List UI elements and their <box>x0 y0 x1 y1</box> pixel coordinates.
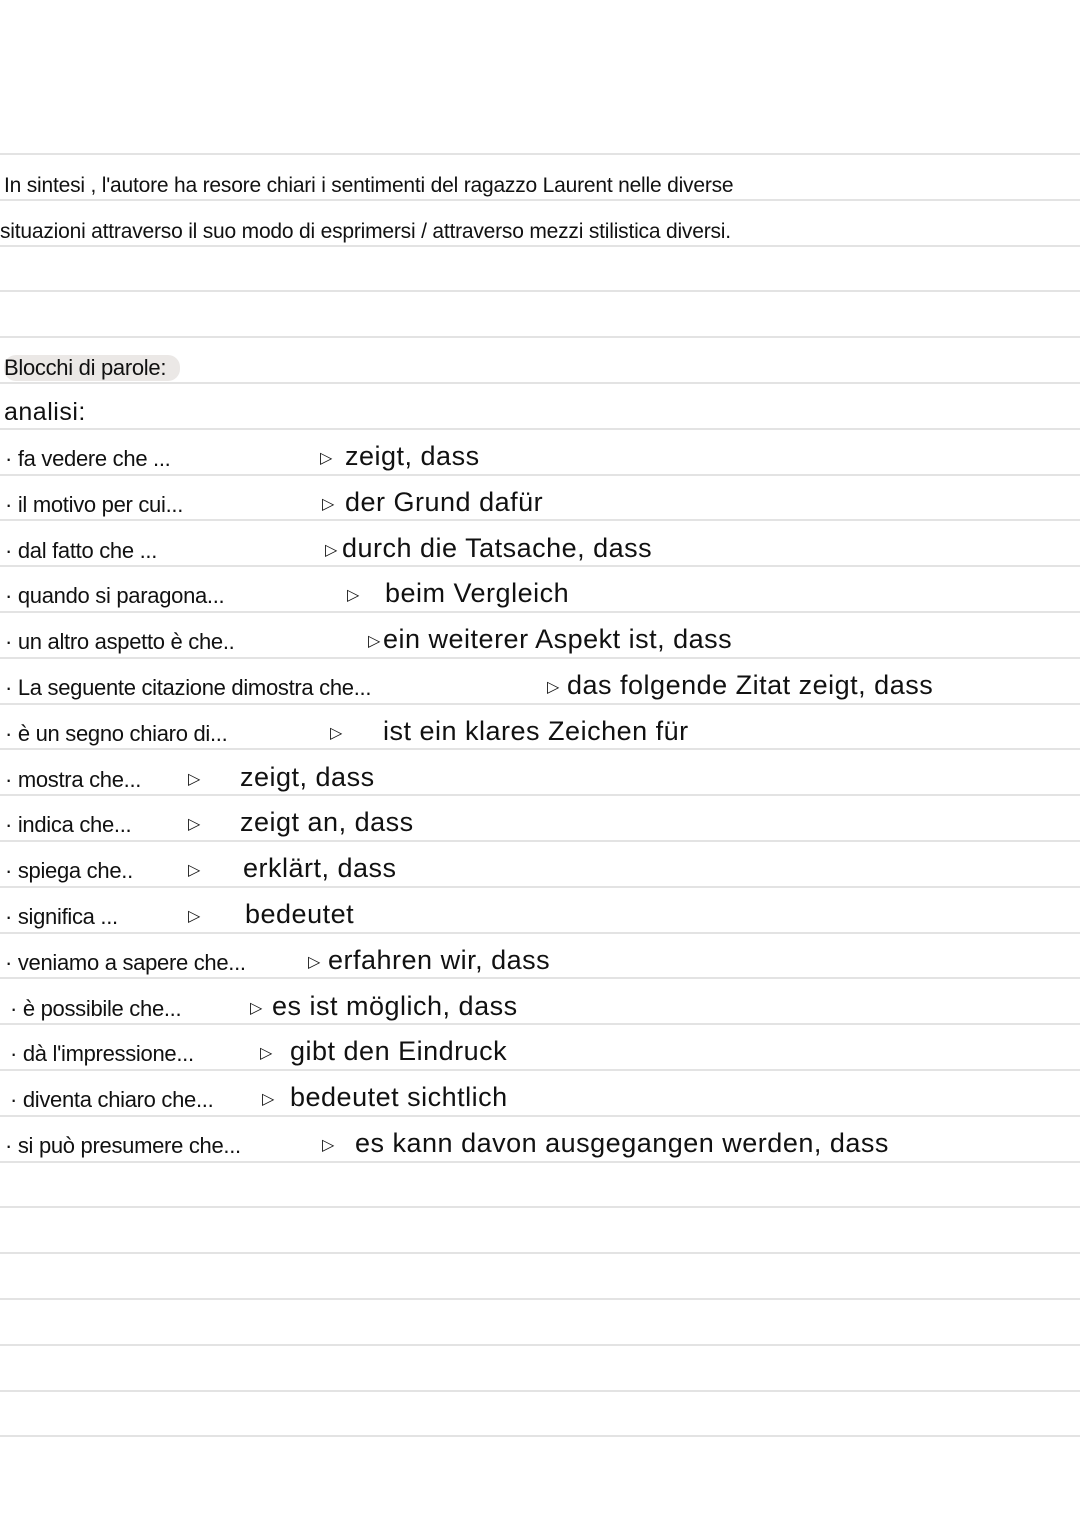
german-translation: erklärt, dass <box>243 853 397 884</box>
section-heading: Blocchi di parole: <box>4 355 180 381</box>
german-translation: zeigt, dass <box>345 441 480 471</box>
phrase-row <box>0 482 1080 522</box>
arrow-right-icon: ▷ <box>347 587 360 605</box>
arrow-right-icon: ▷ <box>320 450 333 467</box>
arrow-right-icon: ▷ <box>322 495 335 513</box>
ruled-line <box>0 290 1080 292</box>
italian-phrase: · mostra che... <box>5 766 142 792</box>
subsection-heading-row <box>0 391 1080 431</box>
phrase-row <box>0 894 1080 934</box>
italian-phrase: · è un segno chiaro di... <box>5 720 228 746</box>
section-heading-row <box>0 345 1080 385</box>
arrow-right-icon: ▷ <box>188 816 201 834</box>
phrase-row <box>0 1031 1080 1071</box>
german-translation: beim Vergleich <box>385 578 570 609</box>
phrase-row <box>0 848 1080 888</box>
phrase-row <box>0 986 1080 1026</box>
arrow-right-icon: ▷ <box>547 679 560 696</box>
german-translation: das folgende Zitat zeigt, dass <box>567 670 934 700</box>
arrow-right-icon: ▷ <box>188 862 201 880</box>
ruled-line <box>0 1252 1080 1254</box>
german-translation: es kann davon ausgegangen werden, dass <box>355 1128 889 1158</box>
arrow-right-icon: ▷ <box>330 724 343 742</box>
ruled-line <box>0 153 1080 155</box>
ruled-line <box>0 1298 1080 1300</box>
ruled-line <box>0 336 1080 338</box>
summary-text-1: In sintesi , l'autore ha resore chiari i sentimenti del ragazzo Laurent nelle diverse <box>4 174 734 197</box>
german-translation: es ist möglich, dass <box>272 990 518 1021</box>
italian-phrase: · La seguente citazione dimostra che... <box>5 675 372 700</box>
arrow-right-icon: ▷ <box>262 1091 275 1109</box>
italian-phrase: · quando si paragona... <box>5 583 225 609</box>
german-translation: der Grund dafür <box>345 486 544 517</box>
italian-phrase: · un altro aspetto è che.. <box>5 629 235 655</box>
phrase-row <box>0 1123 1080 1163</box>
german-translation: ist ein klares Zeichen für <box>383 715 689 746</box>
german-translation: bedeutet <box>245 899 355 929</box>
german-translation: erfahren wir, dass <box>328 944 551 975</box>
german-translation: gibt den Eindruck <box>290 1036 508 1067</box>
phrase-row <box>0 436 1080 476</box>
arrow-right-icon: ▷ <box>188 770 201 788</box>
arrow-right-icon: ▷ <box>308 953 321 971</box>
ruled-line <box>0 1435 1080 1437</box>
phrase-row <box>0 619 1080 659</box>
italian-phrase: · significa ... <box>5 904 118 929</box>
phrase-row <box>0 528 1080 568</box>
phrase-row <box>0 1077 1080 1117</box>
italian-phrase: · il motivo per cui... <box>5 491 184 517</box>
phrase-row <box>0 665 1080 705</box>
italian-phrase: · dà l'impressione... <box>10 1041 194 1067</box>
ruled-line <box>0 1206 1080 1208</box>
italian-phrase: · spiega che.. <box>5 858 133 884</box>
german-translation: durch die Tatsache, dass <box>342 532 653 563</box>
german-translation: ein weiterer Aspekt ist, dass <box>383 624 733 655</box>
italian-phrase: · è possibile che... <box>10 995 182 1021</box>
phrase-row <box>0 573 1080 613</box>
arrow-right-icon: ▷ <box>250 999 263 1017</box>
arrow-right-icon: ▷ <box>325 541 338 559</box>
german-translation: zeigt, dass <box>240 761 375 792</box>
phrase-row <box>0 757 1080 797</box>
phrase-row <box>0 940 1080 980</box>
phrase-row <box>0 802 1080 842</box>
italian-phrase: · veniamo a sapere che... <box>5 949 246 975</box>
summary-text-2: situazioni attraverso il suo modo di esprimersi / attraverso mezzi stilistica diversi. <box>0 220 731 243</box>
arrow-right-icon: ▷ <box>188 908 201 925</box>
italian-phrase: · indica che... <box>5 812 132 838</box>
italian-phrase: · diventa chiaro che... <box>10 1087 214 1113</box>
summary-line-1 <box>0 162 1080 202</box>
italian-phrase: · dal fatto che ... <box>5 537 158 563</box>
german-translation: zeigt an, dass <box>240 807 414 838</box>
subsection-heading: analisi: <box>4 398 86 426</box>
arrow-right-icon: ▷ <box>260 1045 273 1063</box>
italian-phrase: · fa vedere che ... <box>5 446 171 471</box>
italian-phrase: · si può presumere che... <box>5 1133 241 1158</box>
phrase-row <box>0 711 1080 751</box>
summary-line-2 <box>0 208 1080 248</box>
ruled-line <box>0 1390 1080 1392</box>
ruled-line <box>0 1344 1080 1346</box>
german-translation: bedeutet sichtlich <box>290 1082 508 1113</box>
arrow-right-icon: ▷ <box>322 1137 335 1154</box>
arrow-right-icon: ▷ <box>368 633 381 651</box>
